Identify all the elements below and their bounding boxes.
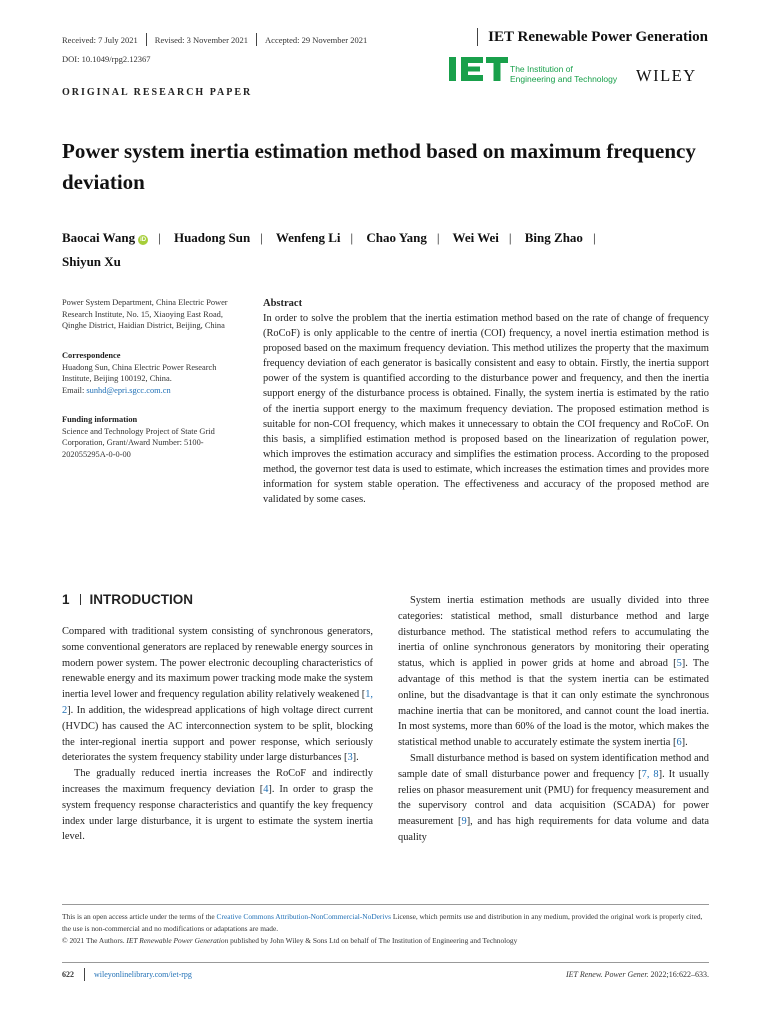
institution-line-2: Engineering and Technology — [510, 74, 618, 84]
section-number: 1 — [62, 592, 70, 607]
paragraph: Compared with traditional system consisting of synchronous generators, some conventional generators are replaced by renewable energy sources in modern power system. The power electronic decoupling characteristics of renewable energy and its maximum power tracking mode make the system inertia level lower and frequency regulation ability relatively weakened [1, 2]. In addition, the widespread applications of high voltage direct current (HVDC) has caused the AC interconnection system to be split, blocking the inter-regional inertia support and power response, which seriously deteriorates the system frequency stability under large disturbances [3]. — [62, 626, 374, 764]
footer-divider — [62, 904, 709, 905]
page-number: 622 — [62, 970, 74, 979]
affiliation: Power System Department, China Electric Power Research Institute, No. 15, Xiaoying East Road, Qinghe District, Haidian District, Beijing, China — [62, 298, 228, 331]
section-heading — [62, 592, 193, 607]
divider — [84, 968, 85, 981]
article-dates — [62, 33, 367, 46]
journal-name — [477, 28, 708, 46]
license-link[interactable]: Creative Commons Attribution-NonCommercial-NoDerivs — [216, 912, 392, 921]
author-list: Baocai Wang iD | Huadong Sun | Wenfeng Li | Chao Yang | Wei Wei | Bing Zhao | Shiyun Xu — [62, 230, 596, 269]
citation-link[interactable]: 5 — [676, 658, 682, 670]
page-footer — [62, 968, 709, 981]
author-name[interactable]: Wei Wei — [452, 230, 499, 245]
citation-link[interactable]: 3 — [347, 752, 353, 764]
paragraph: The gradually reduced inertia increases the RoCoF and indirectly increases the maximum frequency deviation [4]. In order to grasp the system frequency response characteristics and quantify the key frequency index under large disturbance, it is urgent to estimate the system inertia level. — [62, 768, 373, 843]
journal-title: IET Renewable Power Generation — [488, 28, 708, 45]
citation-link[interactable]: 1, 2 — [62, 689, 374, 716]
section-title: INTRODUCTION — [89, 592, 194, 607]
citation: IET Renew. Power Gener. 2022;16:622–633. — [565, 970, 709, 979]
citation-link[interactable]: 6 — [676, 737, 682, 749]
correspondence-label: Correspondence — [62, 351, 121, 360]
author-name[interactable]: Wenfeng Li — [275, 230, 341, 245]
paper-title: Power system inertia estimation method based on maximum frequency deviation — [62, 139, 696, 194]
doi[interactable]: DOI: 10.1049/rpg2.12367 — [62, 54, 151, 64]
paragraph: Small disturbance method is based on system identification method and sample date of small disturbance power and frequency [7, 8]. It usually relies on phasor measurement unit (PMU) for frequency measurement and the supervisory control and data acquisition (SCADA) for power measurement [9], and has high requirements for data volume and data quality — [398, 752, 710, 843]
author-name[interactable]: Chao Yang — [366, 230, 427, 245]
institution-logo-text — [510, 64, 617, 84]
paragraph: System inertia estimation methods are usually divided into three categories: statistical method, small disturbance method and large disturbance method. The statistical method refers to accumulating the inertia of online synchronous generators by monitoring their operating status, which is applied in power grids at home and abroad [5]. The advantage of this method is that the system inertia can be estimated online, but the disadvantage is that it can only estimate the synchronous machine inertia that can be monitored, and cannot count the load inertia. In most systems, more than 60% of the load is the motor, which makes the statistical method unable to accurately estimate the system inertia [6]. — [398, 595, 709, 749]
funding-label: Funding information — [62, 415, 138, 424]
funding-block — [62, 414, 242, 460]
accepted-date: Accepted: 29 November 2021 — [265, 34, 368, 45]
iet-logo-icon — [449, 55, 509, 83]
divider — [146, 33, 147, 46]
institution-line-1: The Institution of — [510, 64, 573, 74]
divider — [477, 28, 478, 46]
journal-url-link[interactable]: wileyonlinelibrary.com/iet-rpg — [94, 970, 192, 979]
abstract-heading: Abstract — [263, 298, 303, 309]
email-link[interactable]: sunhd@epri.sgcc.com.cn — [86, 385, 171, 395]
article-type: ORIGINAL RESEARCH PAPER — [62, 87, 253, 98]
correspondence-text: Huadong Sun, China Electric Power Research Institute, Beijing 100192, China. — [62, 362, 217, 384]
revised-date: Revised: 3 November 2021 — [154, 34, 249, 45]
page-divider — [62, 962, 709, 963]
license-footnote — [62, 911, 709, 947]
author-name[interactable]: Baocai Wang — [62, 230, 136, 245]
license-text: This is an open access article under the terms of the Creative Commons Attribution-NonCommercial-NoDerivs License, which permits use and distribution in any medium, provided the original work is properly cited, the use is non-commercial and no modifications or adaptations are made. — [62, 912, 703, 933]
author-name[interactable]: Huadong Sun — [173, 230, 251, 245]
body-column-right — [398, 593, 709, 846]
divider — [80, 594, 81, 605]
body-column-left — [62, 624, 373, 845]
citation-link[interactable]: 4 — [263, 783, 269, 795]
correspondence-block — [62, 350, 242, 396]
copyright-text: © 2021 The Authors. IET Renewable Power Generation published by John Wiley & Sons Ltd on behalf of The Institution of Engineering and Technology — [62, 936, 518, 945]
correspondence-email-line: Email: sunhd@epri.sgcc.com.cn — [62, 385, 171, 395]
abstract-text: In order to solve the problem that the inertia estimation method based on the rate of change of frequency (RoCoF) is only applicable to the centre of inertia (COI) frequency, a novel inertia estimation method is proposed based on the maximum frequency deviation. This method utilizes the property that the maximum frequency deviation of each generator is basically consistent and easy to obtain. Firstly, the inertia support power of the system is quantified according to the disturbance power and frequency, and then the inertia support energy of the disturbance process is obtained. Finally, the system inertia is estimated by the ratio of the inertia support energy to the maximum frequency deviation. The proposed estimation method is suitable for non-COI frequency, which makes it unnecessary to obtain the COI frequency and RoCoF. On this basis, a simplified estimation method is proposed based on the linearization of regulation power, which improves the estimation accuracy and simplifies the estimation process. According to the proposed method, the governor test data is used to estimate, which increases the estimation times and provides more information for system stable operation. The effectiveness and accuracy of the proposed method are validated by some cases. — [263, 313, 709, 506]
author-name[interactable]: Shiyun Xu — [62, 254, 121, 269]
author-name[interactable]: Bing Zhao — [524, 230, 583, 245]
citation-link[interactable]: 9 — [461, 816, 467, 828]
citation-link[interactable]: 7, 8 — [641, 768, 659, 780]
funding-text: Science and Technology Project of State Grid Corporation, Grant/Award Number: 5100-202055295A-0-0-00 — [62, 426, 215, 459]
received-date: Received: 7 July 2021 — [62, 34, 138, 45]
divider — [256, 33, 257, 46]
orcid-icon[interactable]: iD — [140, 237, 147, 243]
wiley-logo: WILEY — [636, 66, 697, 85]
